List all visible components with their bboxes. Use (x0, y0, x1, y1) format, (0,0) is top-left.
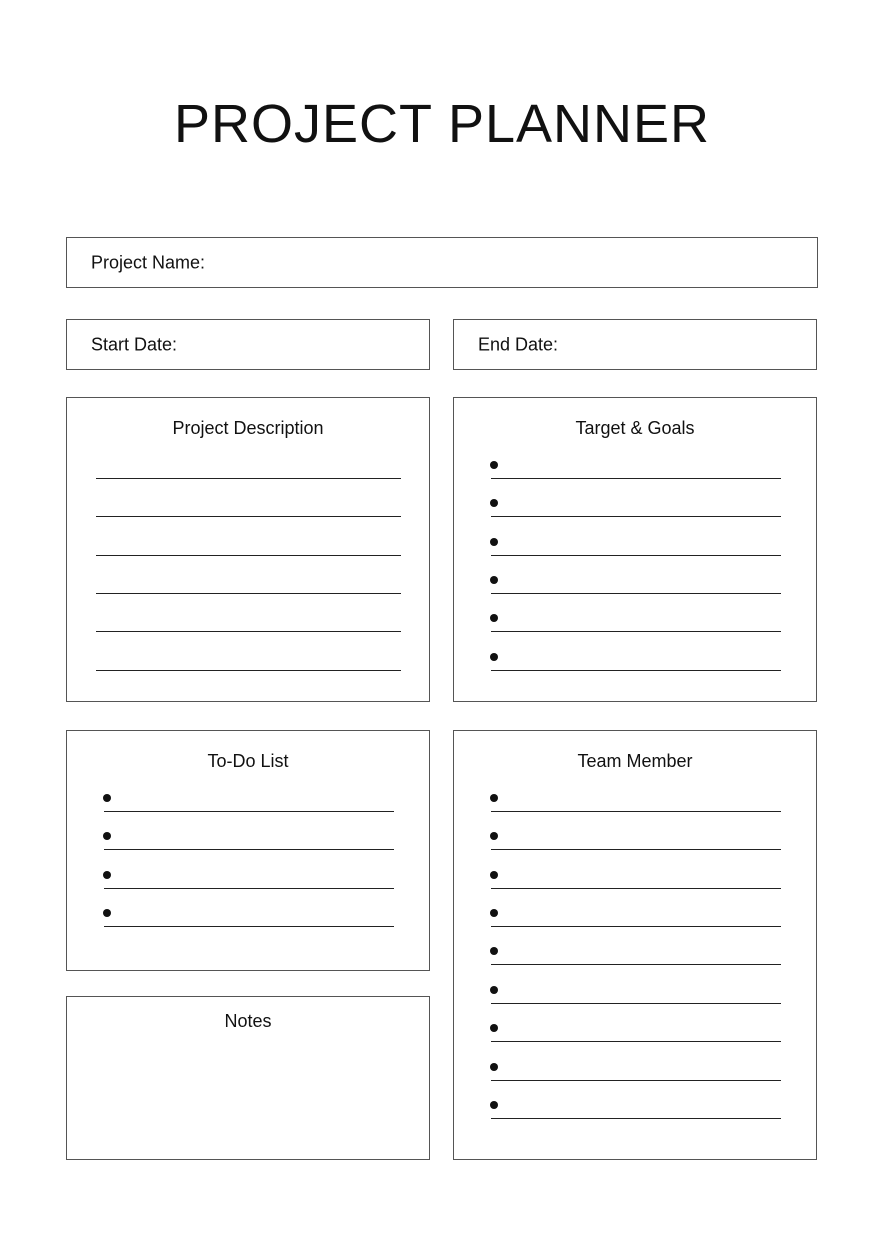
bullet-icon (490, 909, 498, 917)
team-member-line[interactable] (491, 926, 781, 927)
project-description-title: Project Description (172, 418, 324, 438)
bullet-icon (490, 653, 498, 661)
description-line[interactable] (96, 478, 401, 479)
notes-title: Notes (224, 1011, 272, 1031)
goal-line[interactable] (491, 631, 781, 632)
goal-line[interactable] (491, 670, 781, 671)
bullet-icon (490, 1101, 498, 1109)
bullet-icon (490, 461, 498, 469)
start-date-label: Start Date: (91, 334, 178, 354)
todo-line[interactable] (104, 811, 394, 812)
bullet-icon (490, 832, 498, 840)
goal-line[interactable] (491, 516, 781, 517)
todo-list-title: To-Do List (207, 751, 289, 771)
bullet-icon (490, 947, 498, 955)
bullet-icon (490, 871, 498, 879)
start-date-field[interactable] (66, 319, 430, 370)
team-member-line[interactable] (491, 811, 781, 812)
end-date-label: End Date: (478, 334, 559, 354)
bullet-icon (103, 794, 111, 802)
bullet-icon (103, 909, 111, 917)
description-line[interactable] (96, 555, 401, 556)
description-line[interactable] (96, 631, 401, 632)
bullet-icon (490, 499, 498, 507)
todo-line[interactable] (104, 926, 394, 927)
bullet-icon (490, 538, 498, 546)
team-member-line[interactable] (491, 964, 781, 965)
project-description-box (66, 397, 430, 702)
project-name-field[interactable] (66, 237, 818, 288)
target-goals-title: Target & Goals (575, 418, 695, 438)
bullet-icon (490, 794, 498, 802)
team-member-line[interactable] (491, 888, 781, 889)
bullet-icon (490, 1063, 498, 1071)
description-line[interactable] (96, 670, 401, 671)
team-member-box (453, 730, 817, 1160)
end-date-field[interactable] (453, 319, 817, 370)
bullet-icon (490, 1024, 498, 1032)
project-name-label: Project Name: (91, 252, 206, 272)
team-member-line[interactable] (491, 849, 781, 850)
bullet-icon (490, 576, 498, 584)
bullet-icon (103, 871, 111, 879)
team-member-line[interactable] (491, 1118, 781, 1119)
description-line[interactable] (96, 593, 401, 594)
target-goals-box (453, 397, 817, 702)
team-member-title: Team Member (577, 751, 693, 771)
bullet-icon (490, 986, 498, 994)
page-title: PROJECT PLANNER (173, 94, 711, 154)
goal-line[interactable] (491, 478, 781, 479)
goal-line[interactable] (491, 593, 781, 594)
todo-line[interactable] (104, 888, 394, 889)
bullet-icon (490, 614, 498, 622)
team-member-line[interactable] (491, 1003, 781, 1004)
team-member-line[interactable] (491, 1080, 781, 1081)
goal-line[interactable] (491, 555, 781, 556)
team-member-line[interactable] (491, 1041, 781, 1042)
todo-line[interactable] (104, 849, 394, 850)
notes-box[interactable] (66, 996, 430, 1160)
todo-list-box (66, 730, 430, 971)
bullet-icon (103, 832, 111, 840)
description-line[interactable] (96, 516, 401, 517)
